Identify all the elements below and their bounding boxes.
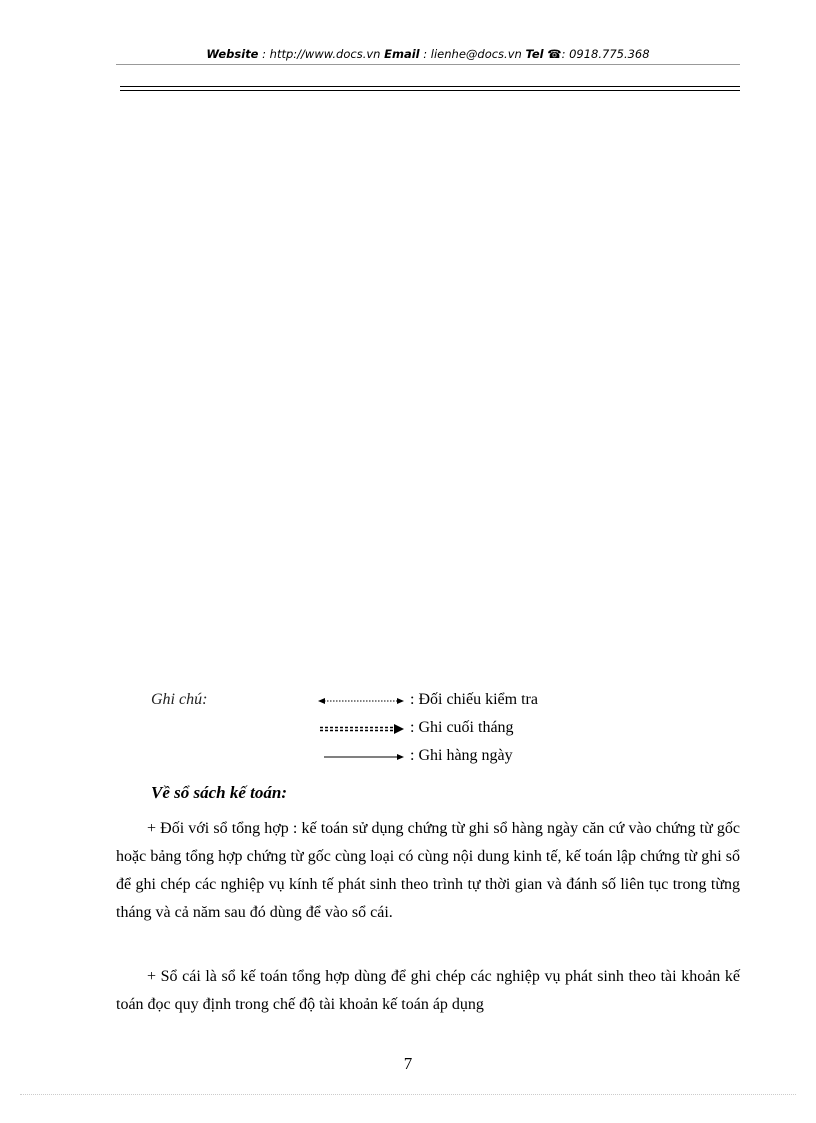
tel-value: : 0918.775.368 — [561, 47, 650, 61]
website-value: : http://www.docs.vn — [262, 47, 381, 61]
dashed-arrow-icon — [318, 723, 404, 735]
header-divider — [116, 64, 740, 65]
paragraph-general-ledger-books: + Đối với sổ tổng hợp : kế toán sử dụng chứng từ ghi sổ hàng ngày căn cứ vào chứng từ gốc hoặc bảng tổng hợp chứng từ gốc cùng loại có cùng nội dung kinh tế, kế toán lập chứng từ ghi sổ để ghi chép các nghiệp vụ kính tế phát sinh theo trình tự thời gian và đánh số liên tục trong từng tháng và cả năm sau đó dùng để vào sổ cái. — [116, 820, 740, 921]
legend-label: Ghi chú: — [151, 691, 208, 708]
dotted-double-arrow-icon — [318, 695, 404, 707]
paragraph-ledger-definition: + Sổ cái là sổ kế toán tổng hợp dùng để ghi chép các nghiệp vụ phát sinh theo tài khoản kế toán đọc quy định trong chế độ tài khoản kế toán áp dụng — [116, 968, 740, 1013]
legend-text-month-end: : Ghi cuối tháng — [410, 719, 514, 736]
legend-text-daily: : Ghi hàng ngày — [410, 747, 513, 764]
page-number: 7 — [403, 1054, 413, 1073]
email-label: Email — [384, 47, 420, 61]
page-header — [116, 47, 740, 61]
section-title: Về sổ sách kế toán: — [151, 783, 287, 802]
header-double-rule — [120, 86, 740, 91]
footer-divider — [20, 1094, 796, 1095]
email-value: : lienhe@docs.vn — [423, 47, 522, 61]
solid-arrow-icon — [318, 751, 404, 763]
website-label: Website — [206, 47, 259, 61]
legend-text-reconcile: : Đối chiếu kiểm tra — [410, 691, 538, 708]
phone-icon: ☎ — [547, 47, 562, 61]
tel-label: Tel — [525, 47, 544, 61]
